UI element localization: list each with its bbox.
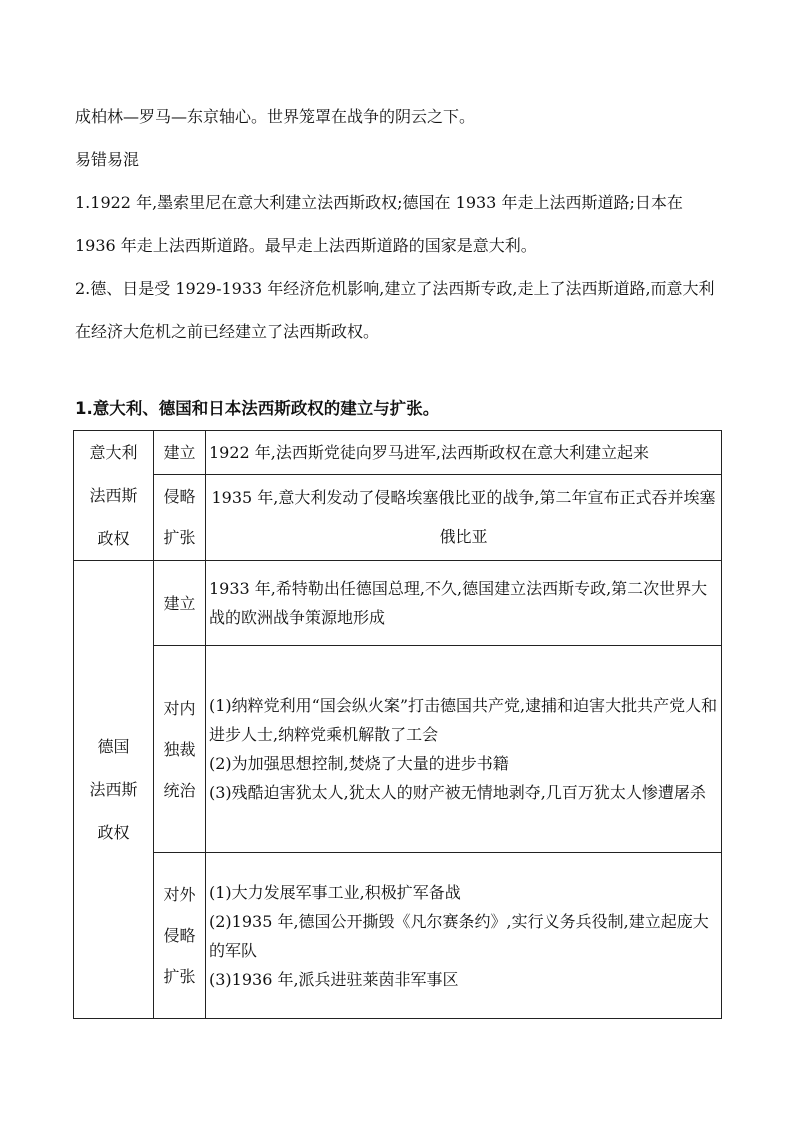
italy-category-cell [154, 474, 206, 560]
italy-content-cell [206, 474, 722, 560]
error-point-1: 1.1922 年,墨索里尼在意大利建立法西斯政权;德国在 1933 年走上法西斯道路;日本在 1936 年走上法西斯道路。最早走上法西斯道路的国家是意大利。 [75, 193, 683, 255]
content-item: (3)残酷迫害犹太人,犹太人的财产被无情地剥夺,几百万犹太人惨遭屠杀 [209, 783, 706, 802]
germany-label-line: 法西斯 [89, 780, 138, 799]
content-item: 1933 年,希特勒出任德国总理,不久,德国建立法西斯专政,第二次世界大战的欧洲战争策源地形成 [209, 579, 708, 627]
germany-content-cell [206, 853, 722, 1019]
category-label: 建立 [163, 442, 196, 462]
germany-category-cell [154, 853, 206, 1019]
italy-label-line: 政权 [97, 529, 130, 548]
content-item: (2)为加强思想控制,焚烧了大量的进步书籍 [209, 754, 509, 773]
content-item: (1)纳粹党利用“国会纵火案”打击德国共产党,逮捕和迫害大批共产党人和进步人士,纳粹党乘机解散了工会 [209, 696, 718, 744]
intro-paragraph: 成柏林—罗马—东京轴心。世界笼罩在战争的阴云之下。 [75, 107, 476, 126]
error-point-2: 2.德、日是受 1929-1933 年经济危机影响,建立了法西斯专政,走上了法西斯道路,而意大利在经济大危机之前已经建立了法西斯政权。 [75, 279, 715, 341]
category-label: 建立 [163, 593, 196, 613]
category-label: 统治 [163, 780, 196, 800]
italy-content-cell [206, 431, 722, 475]
section-title: 1.意大利、德国和日本法西斯政权的建立与扩张。 [75, 399, 440, 418]
germany-content-cell [206, 646, 722, 853]
content-item: 1922 年,法西斯党徒向罗马进军,法西斯政权在意大利建立起来 [209, 442, 649, 462]
table-row [74, 561, 722, 646]
italy-label-line: 法西斯 [89, 486, 138, 505]
germany-category-cell [154, 646, 206, 853]
table-row [74, 853, 722, 1019]
table-row [74, 431, 722, 475]
category-label: 对内 [163, 698, 196, 718]
germany-label-line: 德国 [97, 737, 130, 756]
fascism-table [73, 430, 722, 1019]
germany-label-line: 政权 [97, 823, 130, 842]
category-label: 扩张 [163, 967, 196, 986]
table-row [74, 474, 722, 560]
content-item: (2)1935 年,德国公开撕毁《凡尔赛条约》,实行义务兵役制,建立起庞大的军队 [209, 911, 709, 960]
content-item: (1)大力发展军事工业,积极扩军备战 [209, 882, 461, 902]
error-heading: 易错易混 [75, 150, 140, 169]
italy-label-line: 意大利 [89, 443, 138, 462]
content-item: (3)1936 年,派兵进驻莱茵非军事区 [209, 969, 459, 989]
category-label: 独裁 [163, 739, 196, 759]
category-label: 侵略 [163, 487, 196, 507]
germany-content-cell [206, 561, 722, 646]
content-item: 1935 年,意大利发动了侵略埃塞俄比亚的战争,第二年宣布正式吞并埃塞俄比亚 [211, 488, 716, 547]
germany-label-cell [74, 561, 154, 1019]
italy-label-cell [74, 431, 154, 561]
italy-category-cell [154, 431, 206, 475]
category-label: 侵略 [163, 926, 196, 945]
germany-category-cell [154, 561, 206, 646]
category-label: 扩张 [163, 528, 196, 548]
category-label: 对外 [163, 885, 196, 904]
table-row [74, 646, 722, 853]
